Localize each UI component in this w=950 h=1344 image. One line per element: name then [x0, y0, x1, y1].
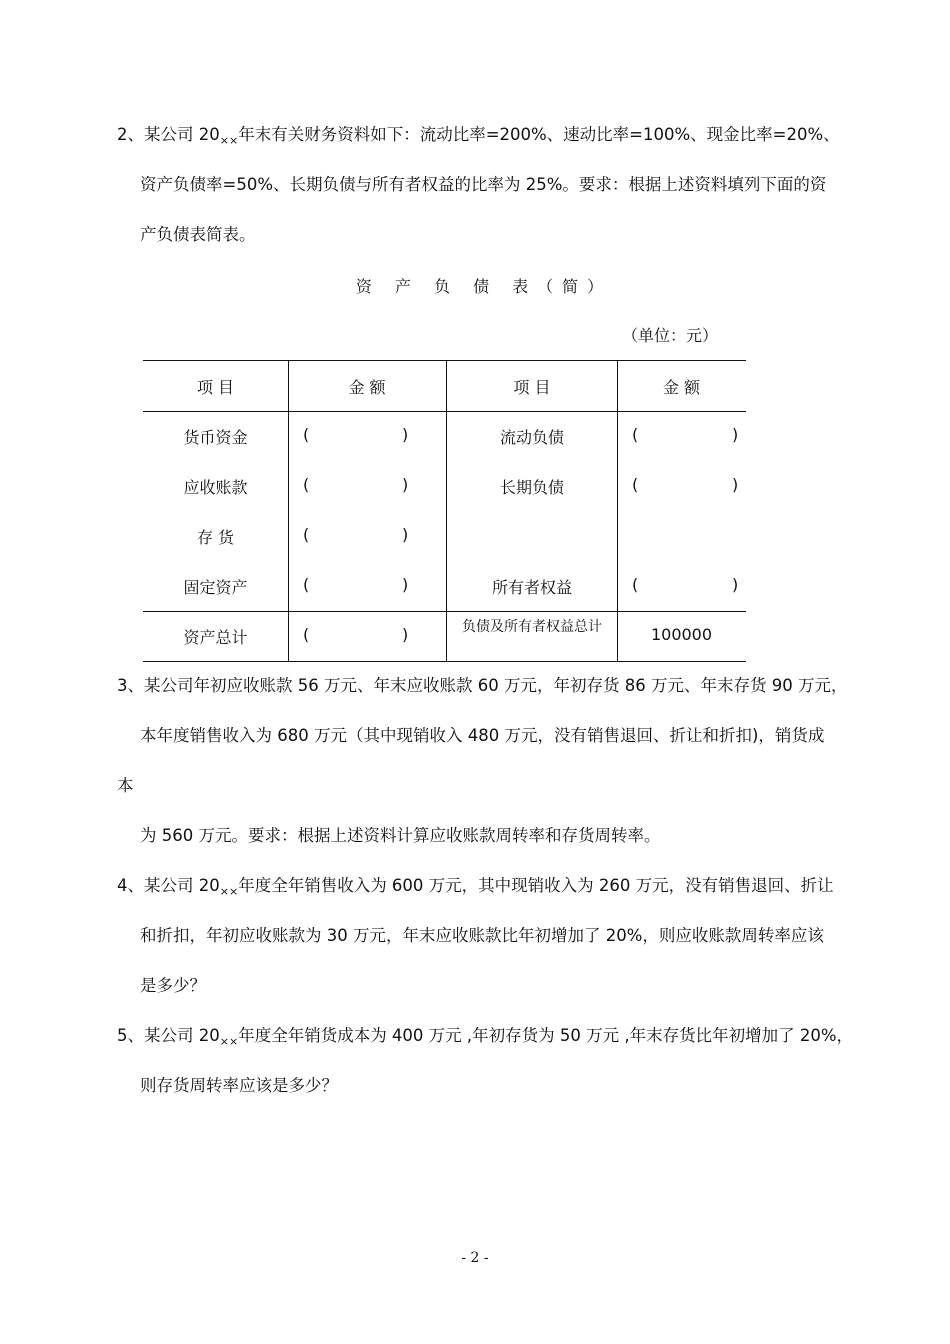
row-total-liabilities-equity-label: 负债及所有者权益总计 [462, 619, 602, 635]
table-top-rule [143, 360, 746, 361]
q5-text-b: 年度全年销货成本为 400 万元 ,年初存货为 50 万元 ,年末存货比年初增加了 20%， [238, 1026, 854, 1045]
blank-receivables-close: ) [402, 475, 409, 494]
q4-text-b: 年度全年销售收入为 600 万元，其中现销收入为 260 万元，没有销售退回、折让 [238, 876, 834, 895]
blank-receivables-open: ( [303, 475, 310, 494]
row-cash-label: 货币资金 [183, 428, 248, 447]
q2-line-1 [117, 124, 840, 148]
blank-cash-open: ( [303, 425, 310, 444]
q5-text-a: 5、某公司 20 [117, 1026, 220, 1045]
blank-fixed-assets-close: ) [402, 575, 409, 594]
q3-line-3: 本 [117, 776, 134, 795]
header-amount-left: 金 额 [348, 378, 386, 397]
table-bottom-rule [143, 661, 746, 662]
q3-line-1: 3、某公司年初应收账款 56 万元、年末应收账款 60 万元，年初存货 86 万元、年末存货 90 万元， [117, 676, 848, 695]
q4-text-a: 4、某公司 20 [117, 876, 220, 895]
blank-long-term-liabilities-open: ( [632, 475, 639, 494]
blank-current-liabilities-open: ( [632, 425, 639, 444]
row-inventory-label: 存 货 [196, 528, 235, 547]
header-amount-right: 金 额 [662, 378, 701, 397]
blank-inventory-close: ) [402, 525, 409, 544]
q3-line-2: 本年度销售收入为 680 万元（其中现销收入 480 万元，没有销售退回、折让和折扣)，销货成 [140, 726, 825, 745]
row-owners-equity-label: 所有者权益 [491, 578, 572, 597]
q2-line-3: 产负债表简表。 [140, 225, 256, 244]
blank-current-liabilities-close: ) [732, 425, 739, 444]
q4-line-2: 和折扣，年初应收账款为 30 万元，年末应收账款比年初增加了 20%，则应收账款周转率应该 [140, 926, 824, 945]
table-header-rule [143, 411, 746, 412]
blank-cash-close: ) [402, 425, 409, 444]
page-number: - 2 - [461, 1250, 489, 1266]
blank-inventory-open: ( [303, 525, 310, 544]
blank-fixed-assets-open: ( [303, 575, 310, 594]
blank-owners-equity-close: ) [732, 575, 739, 594]
table-unit: （单位：元） [622, 326, 719, 345]
q5-line-2: 则存货周转率应该是多少？ [140, 1076, 338, 1095]
q4-line-3: 是多少？ [140, 976, 206, 995]
row-long-term-liabilities-label: 长期负债 [499, 478, 564, 497]
q2-line-2: 资产负债率=50%、长期负债与所有者权益的比率为 25%。要求：根据上述资料填列下面的资 [140, 175, 827, 194]
row-receivables-label: 应收账款 [183, 478, 248, 497]
q2-year-placeholder: ×× [219, 134, 239, 147]
q3-line-4: 为 560 万元。要求：根据上述资料计算应收账款周转率和存货周转率。 [140, 826, 661, 845]
blank-total-assets-close: ) [402, 625, 409, 644]
total-liabilities-equity-amount: 100000 [650, 625, 713, 644]
row-total-assets-label: 资产总计 [183, 628, 248, 647]
header-item-left: 项 目 [196, 378, 235, 397]
table-col-divider-1 [288, 360, 289, 662]
q4-line-1 [117, 875, 834, 899]
row-fixed-assets-label: 固定资产 [183, 578, 248, 597]
table-title: 资 产 负 债 表（简） [355, 277, 613, 296]
q5-year-placeholder: ×× [219, 1035, 239, 1048]
q2-text-a: 2、某公司 20 [117, 125, 220, 144]
blank-long-term-liabilities-close: ) [732, 475, 739, 494]
q2-text-b: 年末有关财务资料如下：流动比率=200%、速动比率=100%、现金比率=20%、 [238, 125, 840, 144]
q4-year-placeholder: ×× [219, 885, 239, 898]
table-total-rule [143, 611, 746, 612]
q5-line-1 [117, 1025, 853, 1049]
blank-owners-equity-open: ( [632, 575, 639, 594]
blank-total-assets-open: ( [303, 625, 310, 644]
balance-sheet-table [143, 360, 746, 662]
row-current-liabilities-label: 流动负债 [499, 428, 564, 447]
header-item-right: 项 目 [513, 378, 551, 397]
